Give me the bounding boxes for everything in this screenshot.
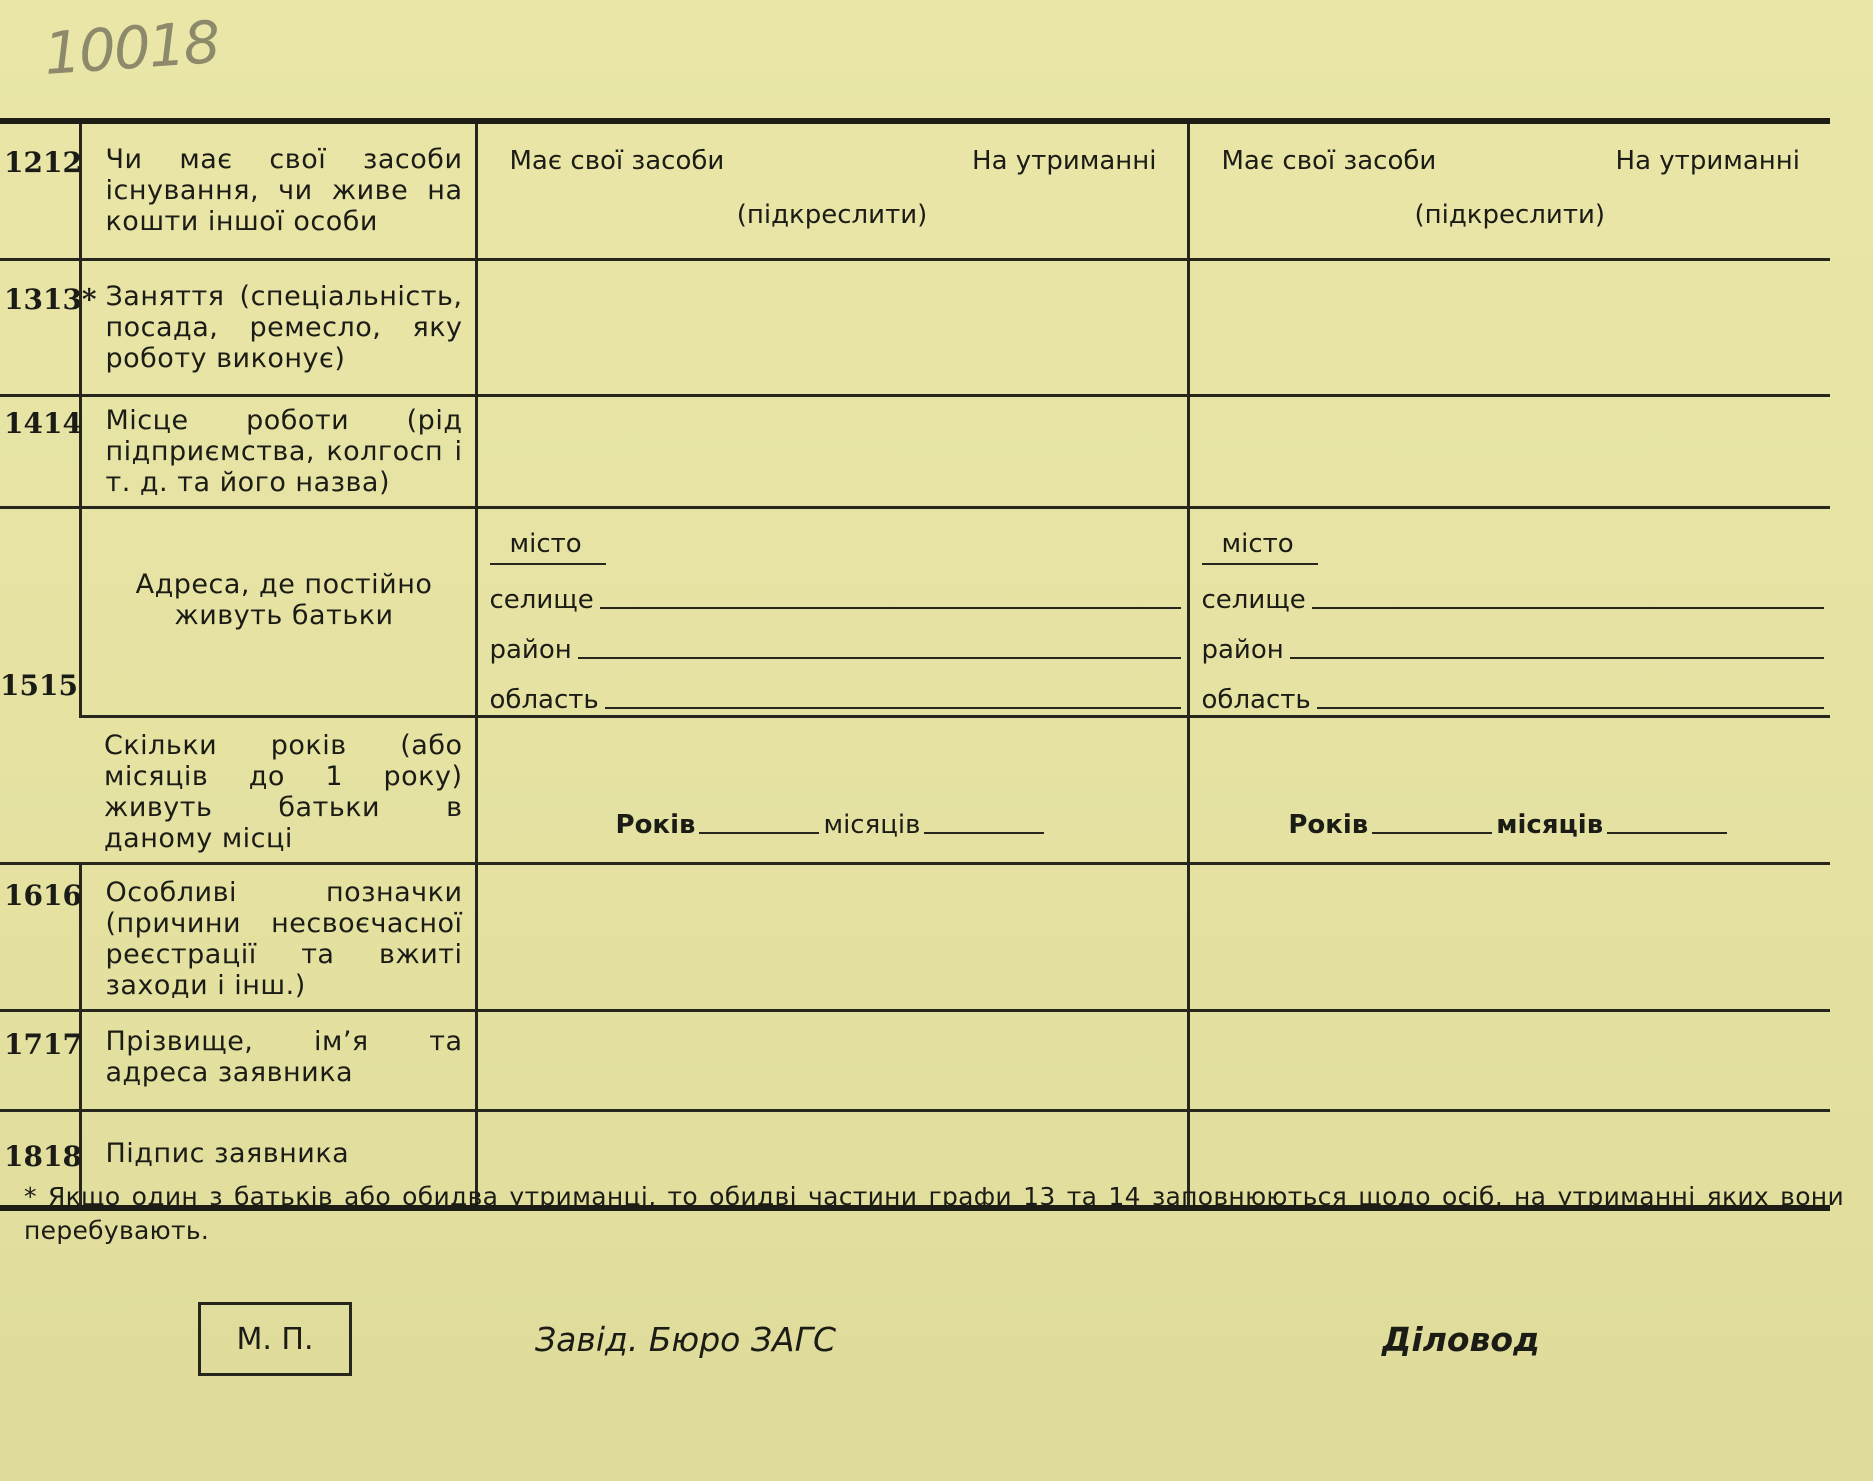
row-number: 1717 [4,1027,82,1061]
region-field[interactable] [1317,707,1824,709]
months-field[interactable] [924,832,1044,834]
district-field[interactable] [578,657,1181,659]
district-label: район [1201,634,1284,665]
father-workplace-field[interactable] [476,395,1188,507]
years-field[interactable] [1372,832,1492,834]
row-special-notes [0,863,1830,1010]
mother-duration-cell [1188,716,1830,863]
row-label: Прізвище, ім’я та адреса заявника [105,1025,463,1088]
mother-address-cell [1188,507,1830,716]
father-means-cell[interactable] [476,121,1188,259]
years-label: Років [615,809,696,840]
row-number: 1818 [4,1139,82,1173]
district-label: район [489,634,572,665]
city-label: місто [490,529,606,565]
row-label: Місце роботи (рід підприємства, колгосп і т. д. та його назва) [105,404,463,498]
mother-workplace-field[interactable] [1188,395,1830,507]
row-label: Скільки років (або місяців до 1 року) живуть батьки в даному місці [104,729,463,854]
dependent-option[interactable]: На утриманні [1615,146,1800,176]
registry-head-signature: Завід. Бюро ЗАГС [535,1320,836,1359]
mother-occupation-field[interactable] [1188,259,1830,395]
underline-instruction: (підкреслити) [1414,200,1606,230]
city-label: місто [1202,529,1318,565]
row-label: Адреса, де постійно живуть батьки [135,568,433,631]
father-address-cell [476,507,1188,716]
dependent-option[interactable]: На утриманні [972,146,1157,176]
applicant-field-right[interactable] [1188,1010,1830,1110]
region-label: область [1201,684,1311,715]
father-duration-cell [476,716,1188,863]
row-number: 1616 [4,878,82,912]
mother-notes-field[interactable] [1188,863,1830,1010]
years-label: Років [1288,809,1369,840]
registration-form-table [0,118,1830,1211]
region-label: область [489,684,599,715]
months-label: місяців [1496,809,1604,840]
row-means-of-living [0,121,1830,259]
underline-instruction: (підкреслити) [736,200,928,230]
settlement-field[interactable] [600,607,1181,609]
row-label: Підпис заявника [105,1137,350,1169]
row-label: Чи має свої засоби існування, чи живе на кошти іншої особи [105,144,463,237]
row-number: 1212 [4,146,82,179]
father-occupation-field[interactable] [476,259,1188,395]
archive-number: 10018 [41,7,221,89]
row-number: 1313* [4,282,97,316]
settlement-field[interactable] [1312,607,1824,609]
mother-means-cell[interactable] [1188,121,1830,259]
row-number: 1515 [0,507,80,863]
row-parents-address [0,507,1830,716]
months-label: місяців [823,809,921,840]
settlement-label: селище [489,584,594,615]
own-means-option[interactable]: Має свої засоби [509,146,725,176]
row-label: Заняття (спеціальність, посада, ремесло, яку роботу виконує) [105,280,463,374]
years-field[interactable] [699,832,819,834]
row-workplace [0,395,1830,507]
district-field[interactable] [1290,657,1824,659]
row-label: Особливі позначки (причини несвоєчасної реєстрації та вжиті заходи і інш.) [105,876,463,1001]
settlement-label: селище [1201,584,1306,615]
father-notes-field[interactable] [476,863,1188,1010]
row-occupation [0,259,1830,395]
months-field[interactable] [1607,832,1727,834]
row-applicant [0,1010,1830,1110]
row-residence-duration [0,716,1830,863]
clerk-signature: Діловод [1382,1320,1540,1359]
region-field[interactable] [605,707,1181,709]
footnote: * Якщо один з батьків або обидва утриманці, то обидві частини графи 13 та 14 заповнюються щодо осіб, на утриманні яких вони перебувають. [24,1182,1844,1245]
row-number: 1414 [4,406,82,440]
applicant-field-left[interactable] [476,1010,1188,1110]
stamp-place: М. П. [198,1302,352,1376]
own-means-option[interactable]: Має свої засоби [1221,146,1437,176]
